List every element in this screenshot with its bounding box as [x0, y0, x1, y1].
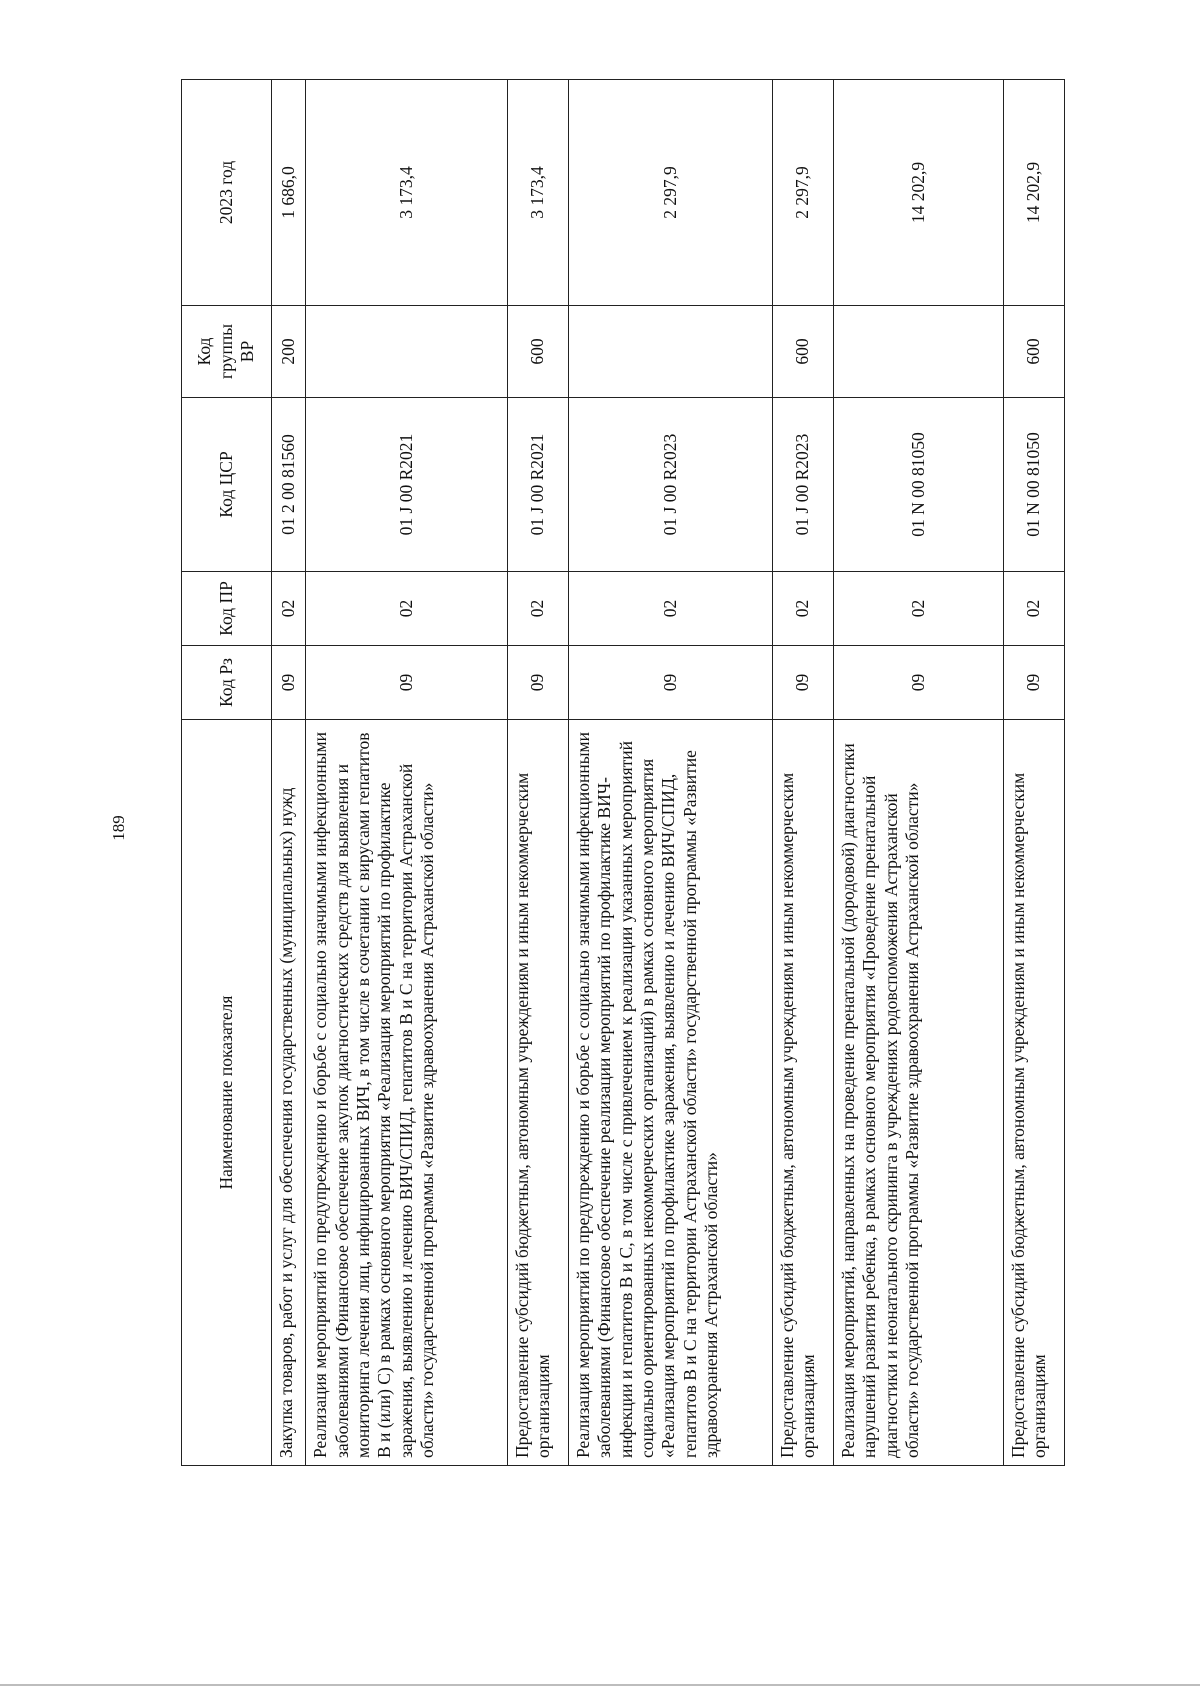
row-year: 2 297,9	[569, 80, 773, 306]
row-pr: 02	[833, 572, 1003, 646]
row-pr: 02	[507, 572, 568, 646]
row-pr: 02	[772, 572, 833, 646]
header-rz: Код Рз	[182, 646, 272, 720]
rotated-table-container	[181, 80, 1065, 1466]
row-vr: 600	[1003, 306, 1064, 398]
row-name: Реализация мероприятий, направленных на проведение пренатальной (дородовой) диагностики нарушений развития ребенка, в рамках основного мероприятия «Проведение пренатальной диагностики и неонатального скрининга в учреждениях родовспоможения Астраханской области» государственной программы «Развитие здравоохранения Астраханской области»	[833, 720, 1003, 1466]
row-vr	[569, 306, 773, 398]
row-year: 2 297,9	[772, 80, 833, 306]
row-rz: 09	[306, 646, 508, 720]
table-row	[833, 80, 1003, 1466]
row-vr: 600	[507, 306, 568, 398]
table-row	[1003, 80, 1064, 1466]
row-name: Предоставление субсидий бюджетным, автономным учреждениям и иным некоммерческим организациям	[507, 720, 568, 1466]
row-vr: 200	[272, 306, 306, 398]
table-row	[306, 80, 508, 1466]
row-csr: 01 J 00 R2021	[507, 398, 568, 572]
row-year: 3 173,4	[507, 80, 568, 306]
header-pr: Код ПР	[182, 572, 272, 646]
table-row	[569, 80, 773, 1466]
table-header-row	[182, 80, 272, 1466]
row-year: 14 202,9	[1003, 80, 1064, 306]
row-pr: 02	[569, 572, 773, 646]
row-rz: 09	[1003, 646, 1064, 720]
row-vr	[306, 306, 508, 398]
row-year: 3 173,4	[306, 80, 508, 306]
row-pr: 02	[306, 572, 508, 646]
scan-edge-line	[0, 1684, 1200, 1686]
row-pr: 02	[272, 572, 306, 646]
row-vr: 600	[772, 306, 833, 398]
row-name: Предоставление субсидий бюджетным, автономным учреждениям и иным некоммерческим организациям	[1003, 720, 1064, 1466]
row-vr	[833, 306, 1003, 398]
row-year: 1 686,0	[272, 80, 306, 306]
header-year: 2023 год	[182, 80, 272, 306]
row-year: 14 202,9	[833, 80, 1003, 306]
table-row	[507, 80, 568, 1466]
table-row	[272, 80, 306, 1466]
row-name: Закупка товаров, работ и услуг для обеспечения государственных (муниципальных) нужд	[272, 720, 306, 1466]
row-csr: 01 N 00 81050	[1003, 398, 1064, 572]
row-csr: 01 J 00 R2021	[306, 398, 508, 572]
row-csr: 01 J 00 R2023	[569, 398, 773, 572]
row-rz: 09	[772, 646, 833, 720]
header-name: Наименование показателя	[182, 720, 272, 1466]
row-name: Реализация мероприятий по предупреждению и борьбе с социально значимыми инфекционными заболеваниями (Финансовое обеспечение реализации мероприятий по профилактике ВИЧ-инфекции и гепатитов В и С, в том числе с привлечением к реализации указанных мероприятий социально ориентированных некоммерческих организаций) в рамках основного мероприятия «Реализация мероприятий по профилактике заражения, выявлению и лечению ВИЧ/СПИД, гепатитов В и С на территории Астраханской области» государственной программы «Развитие здравоохранения Астраханской области»	[569, 720, 773, 1466]
row-name: Реализация мероприятий по предупреждению и борьбе с социально значимыми инфекционными заболеваниями (Финансовое обеспечение закупок диагностических средств для выявления и мониторинга лечения лиц, инфицированных ВИЧ, в том числе в сочетании с вирусами гепатитов В и (или) С) в рамках основного мероприятия «Реализация мероприятий по профилактике заражения, выявлению и лечению ВИЧ/СПИД, гепатитов В и С на территории Астраханской области» государственной программы «Развитие здравоохранения Астраханской области»	[306, 720, 508, 1466]
row-rz: 09	[833, 646, 1003, 720]
row-csr: 01 N 00 81050	[833, 398, 1003, 572]
row-name: Предоставление субсидий бюджетным, автономным учреждениям и иным некоммерческим организациям	[772, 720, 833, 1466]
budget-table	[181, 79, 1065, 1466]
row-pr: 02	[1003, 572, 1064, 646]
header-csr: Код ЦСР	[182, 398, 272, 572]
row-csr: 01 2 00 81560	[272, 398, 306, 572]
row-rz: 09	[569, 646, 773, 720]
row-rz: 09	[272, 646, 306, 720]
header-vr: Код группы ВР	[182, 306, 272, 398]
table-row	[772, 80, 833, 1466]
row-rz: 09	[507, 646, 568, 720]
page-number: 189	[109, 815, 128, 841]
row-csr: 01 J 00 R2023	[772, 398, 833, 572]
